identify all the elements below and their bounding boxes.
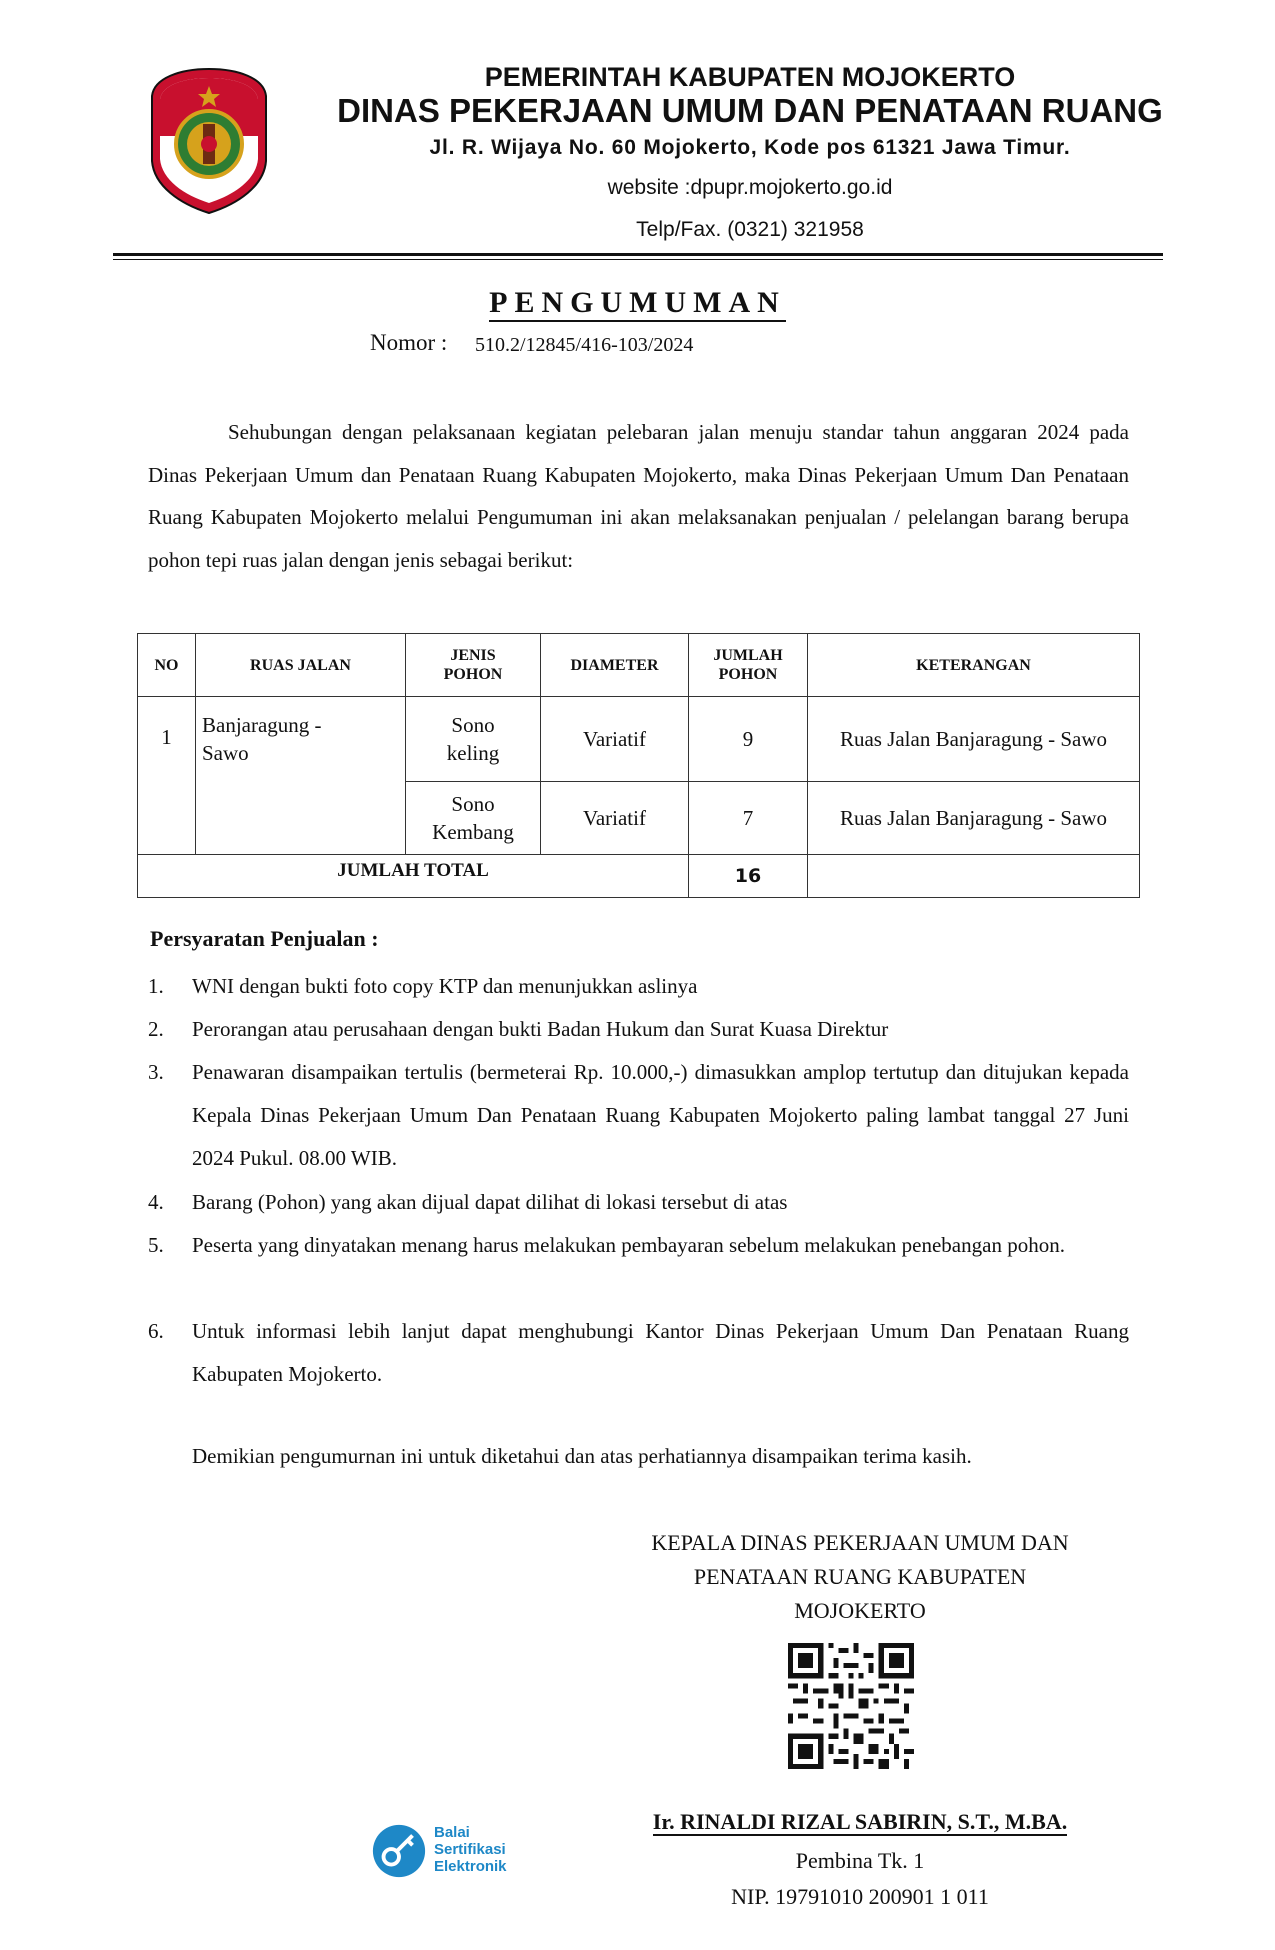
- requirement-text: Perorangan atau perusahaan dengan bukti Badan Hukum dan Surat Kuasa Direktur: [192, 1017, 889, 1041]
- signatory-name: Ir. RINALDI RIZAL SABIRIN, S.T., M.BA.: [652, 1809, 1068, 1834]
- total-label: JUMLAH TOTAL: [138, 855, 689, 898]
- cell-jumlah: 9: [689, 697, 808, 782]
- col-header-jenis-pohon: JENIS POHON: [406, 634, 541, 697]
- closing-statement: Demikian pengumurnan ini untuk diketahui dan atas perhatiannya disampaikan terima kasih.: [192, 1444, 972, 1468]
- col-header-diameter: DIAMETER: [541, 634, 689, 697]
- signatory-rank: Pembina Tk. 1: [795, 1848, 925, 1873]
- header-address: Jl. R. Wijaya No. 60 Mojokerto, Kode pos 61321 Jawa Timur.: [429, 136, 1071, 159]
- requirement-item: [148, 1310, 1129, 1396]
- requirement-item: [148, 965, 1129, 1008]
- cell-keterangan: Ruas Jalan Banjaragung - Sawo: [808, 697, 1140, 782]
- requirements-title: Persyaratan Penjualan :: [150, 926, 379, 951]
- bse-logo-text: Balai Sertifikasi Elektronik: [434, 1824, 507, 1875]
- cell-diameter: Variatif: [541, 782, 689, 855]
- requirement-text: Untuk informasi lebih lanjut dapat menghubungi Kantor Dinas Pekerjaan Umum Dan Penataan Ruang Kabupaten Mojokerto.: [192, 1319, 1129, 1386]
- document-title: PENGUMUMAN: [0, 286, 1275, 320]
- qr-code-icon: [788, 1643, 914, 1769]
- bse-logo: [370, 1820, 545, 1884]
- requirement-item: [148, 1051, 1129, 1180]
- requirement-text: Barang (Pohon) yang akan dijual dapat dilihat di lokasi tersebut di atas: [192, 1190, 788, 1214]
- cell-jenis: Sono keling: [406, 697, 541, 782]
- table-row: [138, 697, 1140, 782]
- trees-table: [137, 633, 1140, 898]
- nomor-label: Nomor :: [370, 330, 448, 355]
- col-header-no: NO: [138, 634, 196, 697]
- total-empty-cell: [808, 855, 1140, 898]
- requirement-number: 2.: [148, 1017, 164, 1041]
- signatory-nip: NIP. 19791010 200901 1 011: [731, 1884, 989, 1909]
- signatory-title: KEPALA DINAS PEKERJAAN UMUM DAN PENATAAN RUANG KABUPATEN MOJOKERTO: [651, 1530, 1069, 1623]
- requirement-number: 4.: [148, 1190, 164, 1214]
- requirement-number: 3.: [148, 1060, 164, 1084]
- kabupaten-mojokerto-emblem: [148, 66, 270, 216]
- requirement-item: [148, 1181, 1129, 1224]
- total-value: 16: [689, 855, 808, 898]
- cell-jumlah: 7: [689, 782, 808, 855]
- requirement-number: 5.: [148, 1233, 164, 1257]
- requirement-item: [148, 1224, 1129, 1267]
- col-header-jumlah-pohon: JUMLAH POHON: [689, 634, 808, 697]
- header-phone: Telp/Fax. (0321) 321958: [636, 218, 864, 241]
- requirement-item: [148, 1008, 1129, 1051]
- requirement-text: Penawaran disampaikan tertulis (bermeterai Rp. 10.000,-) dimasukkan amplop tertutup dan ditujukan kepada Kepala Dinas Pekerjaan Umum Dan Penataan Ruang Kabupaten Mojokerto paling lambat tanggal 27 Juni 2024 Pukul. 08.00 WIB.: [192, 1060, 1129, 1170]
- requirement-text: WNI dengan bukti foto copy KTP dan menunjukkan aslinya: [192, 974, 698, 998]
- header-divider-thin: [113, 259, 1163, 260]
- cell-jenis: Sono Kembang: [406, 782, 541, 855]
- header-website: website :dpupr.mojokerto.go.id: [607, 176, 893, 199]
- bse-key-icon: [370, 1822, 428, 1880]
- header-agency: DINAS PEKERJAAN UMUM DAN PENATAAN RUANG: [337, 92, 1163, 129]
- requirement-text: Peserta yang dinyatakan menang harus melakukan pembayaran sebelum melakukan penebangan pohon.: [192, 1233, 1065, 1257]
- table-header-row: [138, 634, 1140, 697]
- intro-paragraph: Sehubungan dengan pelaksanaan kegiatan pelebaran jalan menuju standar tahun anggaran 2024 pada Dinas Pekerjaan Umum dan Penataan Ruang Kabupaten Mojokerto, maka Dinas Pekerjaan Umum Dan Penataan Ruang Kabupaten Mojokerto melalui Pengumuman ini akan melaksanakan penjualan / pelelangan barang berupa pohon tepi ruas jalan dengan jenis sebagai berikut:: [148, 420, 1129, 572]
- header-divider-thick: [113, 253, 1163, 256]
- col-header-keterangan: KETERANGAN: [808, 634, 1140, 697]
- header-government: PEMERINTAH KABUPATEN MOJOKERTO: [484, 62, 1016, 92]
- cell-diameter: Variatif: [541, 697, 689, 782]
- cell-no: 1: [138, 697, 196, 855]
- cell-ruas-jalan: Banjaragung - Sawo: [196, 697, 406, 855]
- requirement-number: 1.: [148, 974, 164, 998]
- col-header-ruas-jalan: RUAS JALAN: [196, 634, 406, 697]
- cell-keterangan: Ruas Jalan Banjaragung - Sawo: [808, 782, 1140, 855]
- requirement-number: 6.: [148, 1319, 164, 1343]
- table-total-row: [138, 855, 1140, 898]
- nomor-value: 510.2/12845/416-103/2024: [475, 334, 694, 356]
